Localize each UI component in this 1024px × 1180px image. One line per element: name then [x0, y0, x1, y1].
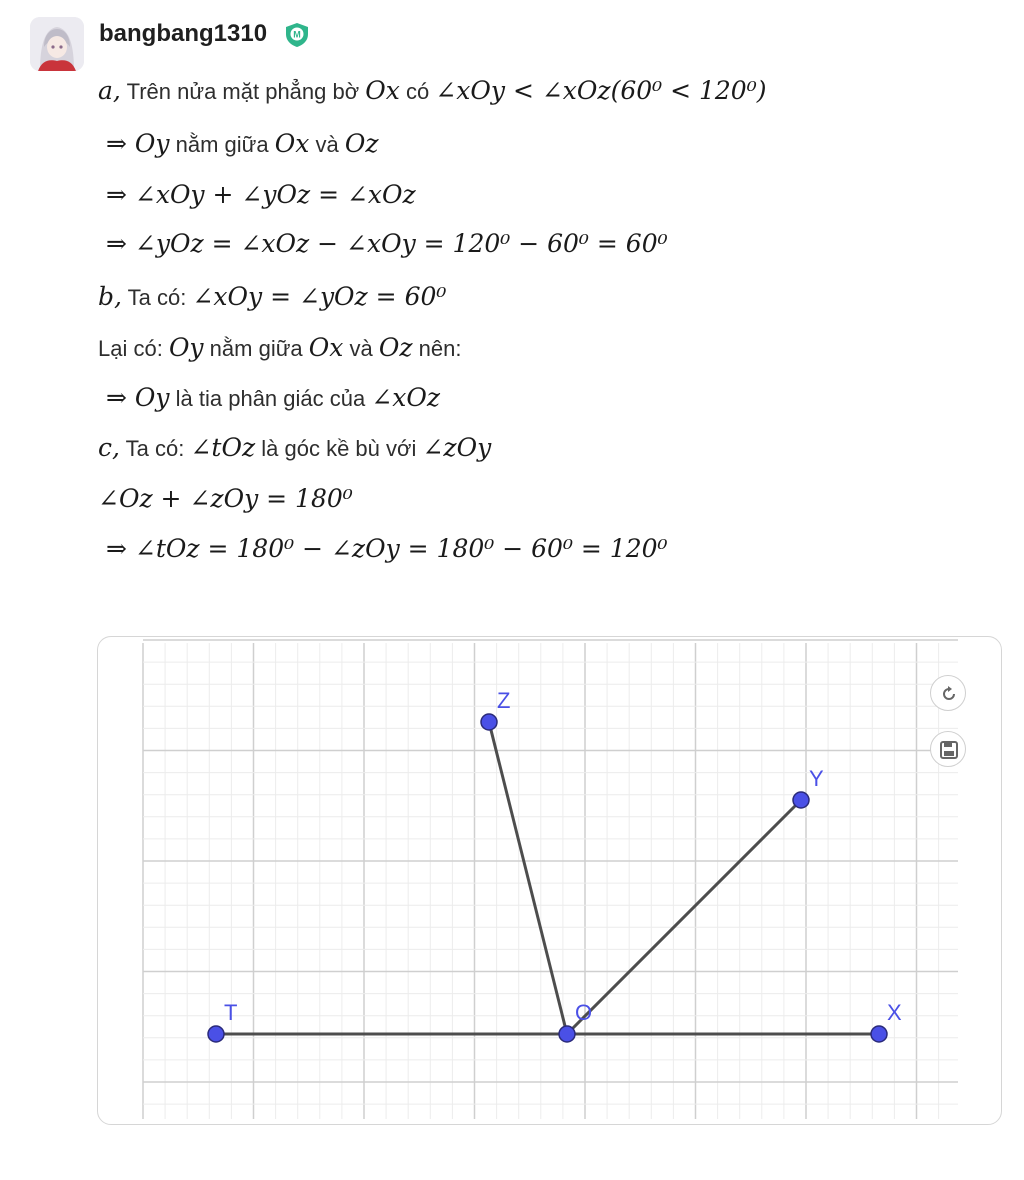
segment-oy[interactable]	[567, 800, 801, 1034]
math-segment: ∠xOy < ∠xOz(60⁰ < 120⁰)	[435, 76, 767, 105]
math-equation: ∠Oz + ∠zOy = 180⁰	[98, 484, 353, 513]
text-segment: và	[309, 132, 345, 157]
math-segment: ∠tOz	[190, 433, 256, 462]
point-label-z: Z	[497, 688, 511, 713]
point-label-y: Y	[809, 766, 824, 791]
text-segment: nằm giữa	[169, 132, 275, 157]
implies-symbol: ⇒	[106, 129, 135, 158]
point-label-t: T	[224, 1000, 238, 1025]
point-label-x: X	[887, 1000, 902, 1025]
math-segment: ∠zOy	[422, 433, 492, 462]
solution-line-c-sum	[98, 484, 353, 513]
text-segment: là tia phân giác của	[169, 386, 372, 411]
text-segment: Trên nửa mặt phẳng bờ	[120, 79, 366, 104]
math-segment: ∠xOy = ∠yOz = 60⁰	[192, 282, 447, 311]
point-o[interactable]	[559, 1026, 575, 1042]
save-button[interactable]	[930, 731, 966, 767]
math-segment: Ox	[308, 333, 344, 362]
math-segment: Ox	[274, 129, 310, 158]
math-segment: Oy	[168, 333, 204, 362]
geometry-applet[interactable]	[97, 636, 1002, 1125]
solution-line-b-between	[98, 333, 461, 362]
undo-icon	[939, 684, 959, 704]
math-segment: Oy	[134, 129, 170, 158]
badge-letter: M	[293, 29, 301, 40]
solution-line-a-intro	[98, 76, 766, 105]
text-segment: có	[399, 79, 436, 104]
point-label-o: O	[575, 1000, 593, 1025]
math-equation: ⇒ ∠xOy + ∠yOz = ∠xOz	[106, 180, 416, 209]
solution-line-a-between	[106, 129, 379, 158]
math-label: b,	[98, 282, 122, 311]
geometry-canvas[interactable]	[98, 637, 1002, 1125]
text-segment: Ta có:	[121, 285, 193, 310]
math-segment: Ox	[365, 76, 400, 105]
math-label: c,	[98, 433, 120, 462]
moderator-badge-icon	[284, 22, 310, 48]
text-segment: Lại có:	[98, 336, 169, 361]
point-y[interactable]	[793, 792, 809, 808]
solution-line-b-intro	[98, 282, 446, 311]
math-segment: Oz	[378, 333, 413, 362]
text-segment: là góc kề bù với	[255, 436, 423, 461]
segment-oz[interactable]	[489, 722, 567, 1034]
text-segment: và	[343, 336, 379, 361]
solution-line-b-bisector	[106, 383, 440, 412]
point-t[interactable]	[208, 1026, 224, 1042]
math-segment: Oy	[134, 383, 170, 412]
math-segment: ∠xOz	[371, 383, 441, 412]
username[interactable]: bangbang1310	[99, 20, 268, 47]
solution-line-a-sum	[106, 180, 416, 209]
math-label: a,	[98, 76, 121, 105]
point-x[interactable]	[871, 1026, 887, 1042]
solution-line-c-result	[106, 534, 668, 563]
text-segment: nằm giữa	[203, 336, 309, 361]
math-equation: ⇒ ∠yOz = ∠xOz − ∠xOy = 120⁰ − 60⁰ = 60⁰	[106, 229, 668, 258]
text-segment: Ta có:	[119, 436, 191, 461]
text-segment: nên:	[412, 336, 462, 361]
math-equation: ⇒ ∠tOz = 180⁰ − ∠zOy = 180⁰ − 60⁰ = 120⁰	[106, 534, 668, 563]
implies-symbol: ⇒	[106, 383, 135, 412]
solution-line-a-result	[106, 229, 668, 258]
point-z[interactable]	[481, 714, 497, 730]
solution-line-c-intro	[98, 433, 491, 462]
undo-button[interactable]	[930, 675, 966, 711]
avatar[interactable]	[30, 17, 84, 71]
save-icon	[939, 740, 959, 760]
math-segment: Oz	[344, 129, 379, 158]
